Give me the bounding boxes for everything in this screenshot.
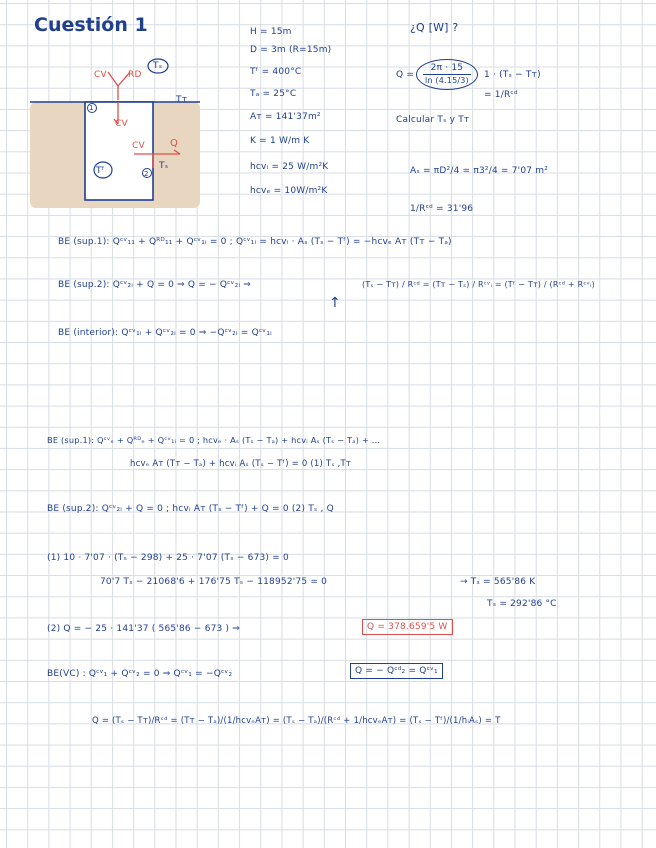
diagram-label-cv: CV (94, 70, 107, 80)
q-formula-prefix: Q = (396, 70, 415, 80)
diagram-label-ts: Tₛ (159, 161, 169, 171)
eq1-result-c: Tₛ = 292'86 °C (487, 599, 557, 609)
q-formula-fraction (416, 59, 478, 90)
be-vc: BE(VC) : Qᶜᵛ₁ + Qᶜᵛ₂ = 0 ⇒ Qᶜᵛ₁ = −Qᶜᵛ₂ (47, 669, 233, 679)
eq1-line-b: 70'7 Tₛ − 21068'6 + 176'75 Tₛ − 118952'75 = 0 (100, 577, 328, 587)
q-formula-den: ln (4.15/3) (425, 76, 469, 85)
be-sup1-expanded-b: hᴄᴠₑ Aᴛ (Tᴛ − Tₐ) + hᴄᴠᵢ Aₛ (Tₛ − Tᶠ) = 0 (1) Tₛ ,Tᴛ (130, 459, 352, 469)
given-h: H = 15m (250, 27, 292, 37)
given-hcvi: hᴄᴠᵢ = 25 W/m²K (250, 162, 329, 172)
given-k: K = 1 W/m K (250, 136, 310, 146)
be-sup2-a: BE (sup.2): Qᶜᵛ₂ᵢ + Q = 0 ⇒ Q = − Qᶜᵛ₂ᵢ ⇒ (58, 280, 252, 290)
diagram-label-tt: Tᴛ (176, 95, 188, 105)
rcd-equation: 1/Rᶜᵈ = 31'96 (410, 204, 474, 214)
diagram-label-q: Q (170, 138, 179, 149)
tank-sketch (30, 52, 205, 212)
be-interior: BE (interior): Qᶜᵛ₁ᵢ + Qᶜᵛ₂ᵢ = 0 ⇒ −Qᶜᵛ₂ᵢ = Qᶜᵛ₁ᵢ (58, 328, 272, 338)
given-d: D = 3m (R=15m) (250, 45, 332, 55)
diagram-label-tf: Tᶠ (96, 166, 105, 176)
be-sup1: BE (sup.1): Qᶜᵛ₁₁ + Qᴿᴰ₁₁ + Qᶜᵛ₁ᵢ = 0 ; Qᶜᵛ₁ᵢ = hᴄᴠᵢ · Aₛ (Tₛ − Tᶠ) = −hᴄᴠₑ Aᴛ (Tᴛ − Tₐ) (58, 237, 452, 247)
diagram-label-rd: RD (128, 70, 142, 80)
q-formula-rcd: = 1/Rᶜᵈ (484, 90, 518, 100)
page-title: Cuestión 1 (34, 14, 148, 36)
question: ¿Q [W] ? (410, 21, 459, 34)
eq1-line-a: (1) 10 · 7'07 · (Tₛ − 298) + 25 · 7'07 (Tₛ − 673) = 0 (47, 553, 289, 563)
be-sup1-expanded-a: BE (sup.1): Qᶜᵛₑ + Qᴿᴰₑ + Qᶜᵛ₁ᵢ = 0 ; hᴄᴠₑ · Aₛ (Tₛ − Tₐ) + hᴄᴠᵢ Aₛ (Tₛ − Tₐ) + ... (47, 435, 381, 445)
given-ta: Tₐ = 25°C (250, 89, 297, 99)
be-vc-boxed: Q = − Qᶜᵈ₂ = Qᶜᵛ₁ (350, 663, 443, 679)
up-arrow-icon: ↑ (329, 295, 341, 311)
diagram-label-ts-box: Tₛ (153, 61, 163, 71)
final-chain: Q = (Tₛ − Tᴛ)/Rᶜᵈ = (Tᴛ − Tₐ)/(1/hᴄᴠₑAᴛ) = (Tₛ − Tₐ)/(Rᶜᵈ + 1/hᴄᴠₑAᴛ) = (Tₛ − Tᶠ)/(1/hᵢAₛ) = T (92, 716, 501, 726)
diagram-label-cv-inner: CV (115, 119, 128, 129)
calc-note: Calcular Tₛ y Tᴛ (396, 115, 470, 125)
eq2-line: (2) Q = − 25 · 141'37 ( 565'86 − 673 ) ⇒ (47, 624, 241, 634)
eq1-result-k: → Tₛ = 565'86 K (460, 577, 536, 587)
diagram-label-cv-wall: CV (132, 141, 145, 151)
given-at: Aᴛ = 141'37m² (250, 112, 321, 122)
as-equation: Aₛ = πD²/4 = π3²/4 = 7'07 m² (410, 166, 549, 176)
q-formula-num: 2π · 15 (423, 62, 471, 75)
given-tf: Tᶠ = 400°C (250, 67, 302, 77)
be-sup2-expanded: BE (sup.2): Qᶜᵛ₂ᵢ + Q = 0 ; hᴄᴠᵢ Aᴛ (Tₛ − Tᶠ) + Q = 0 (2) Tₛ , Q (47, 504, 334, 514)
given-hcve: hᴄᴠₑ = 10W/m²K (250, 186, 328, 196)
q-result-box: Q = 378.659'5 W (362, 619, 453, 635)
diagram-node-1: 1 (89, 104, 94, 112)
q-formula-mid: 1 · (Tₛ − Tᴛ) (484, 70, 541, 80)
diagram-node-2: 2 (144, 170, 149, 178)
be-sup2-b: (Tₛ − Tᴛ) / Rᶜᵈ = (Tᴛ − Tₛ) / Rᶜᵛᵢ = (Tᶠ − Tᴛ) / (Rᶜᵈ + Rᶜᵛᵢ) (362, 280, 595, 289)
